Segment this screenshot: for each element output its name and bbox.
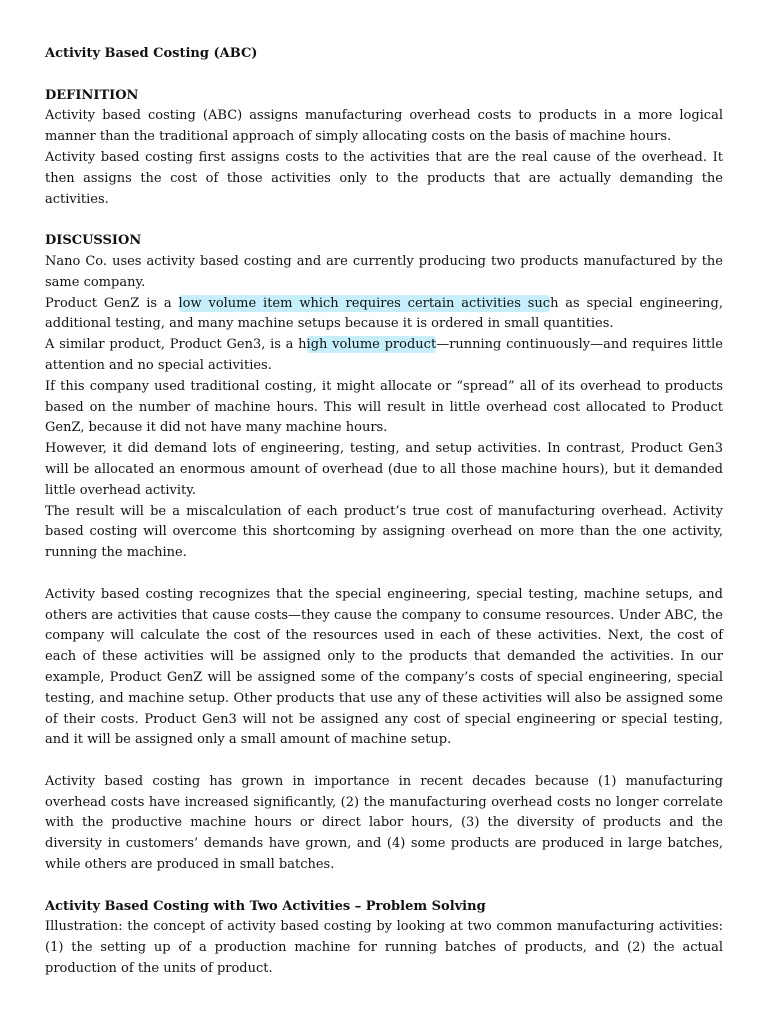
problem-solving-paragraph: Illustration: the concept of activity based costing by looking at two common manufacturing activities: (1) the setting up of a production machine for running batches of products, and (2) the actual production of the units of product. bbox=[45, 919, 723, 977]
highlighted-text: low volume item which requires certain activities suc bbox=[178, 295, 551, 311]
spacer bbox=[45, 751, 723, 772]
discussion-paragraph-5: However, it did demand lots of engineering, testing, and setup activities. In contrast, Product Gen3 will be allocated an enormous amount of overhead (due to all those machine hours), but it demanded little overhead activity. bbox=[45, 441, 723, 498]
spacer bbox=[45, 876, 723, 897]
definition-paragraph-2: Activity based costing first assigns costs to the activities that are the real cause of the overhead. It then assigns the cost of those activities only to the products that are actually demanding the activities. bbox=[45, 149, 723, 207]
spacer bbox=[45, 210, 723, 231]
definition-heading: DEFINITION bbox=[45, 87, 139, 103]
discussion-paragraph-6: The result will be a miscalculation of each product’s true cost of manufacturing overhead. Activity based costing will overcome this shortcoming by assigning overhead on more than the one activity, running the machine. bbox=[45, 503, 723, 561]
discussion-paragraph-3 bbox=[45, 335, 723, 377]
document-page bbox=[45, 44, 723, 980]
text-run: A similar product, Product Gen3, is a h bbox=[45, 337, 307, 353]
highlighted-text: igh volume product bbox=[306, 337, 437, 353]
text-run: Product GenZ is a bbox=[45, 295, 179, 311]
spacer bbox=[45, 564, 723, 585]
discussion-paragraph-7: Activity based costing recognizes that the special engineering, special testing, machine setups, and others are activities that cause costs—they cause the company to consume resources. Under ABC, the company will calculate the cost of the resources used in each of these activities. Next, the cost of each of these activities will be assigned only to the products that demanded the activities. In our example, Product GenZ will be assigned some of the company’s costs of special engineering, special testing, and machine setup. Other products that use any of these activities will also be assigned some of their costs. Product Gen3 will not be assigned any cost of special engineering or special testing, and it will be assigned only a small amount of machine setup. bbox=[45, 586, 723, 748]
document-title: Activity Based Costing (ABC) bbox=[45, 46, 258, 61]
discussion-paragraph-2 bbox=[45, 294, 723, 336]
text-run: h as special engineering, additional testing, and many machine setups because it is ordered in small quantities. bbox=[45, 295, 723, 332]
problem-solving-heading: Activity Based Costing with Two Activities – Problem Solving bbox=[45, 898, 486, 914]
text-run: —running continuously—and requires little attention and no special activities. bbox=[45, 337, 723, 373]
definition-paragraph-1: Activity based costing (ABC) assigns manufacturing overhead costs to products in a more logical manner than the traditional approach of simply allocating costs on the basis of machine hours. bbox=[45, 108, 723, 145]
discussion-heading: DISCUSSION bbox=[45, 233, 142, 249]
discussion-paragraph-8: Activity based costing has grown in importance in recent decades because (1) manufacturing overhead costs have increased significantly, (2) the manufacturing overhead costs no longer correlate with the productive machine hours or direct labor hours, (3) the diversity of products and the diversity in customers’ demands have grown, and (4) some products are produced in large batches, while others are produced in small batches. bbox=[45, 773, 723, 873]
discussion-paragraph-1: Nano Co. uses activity based costing and are currently producing two products manufactured by the same company. bbox=[45, 253, 723, 290]
discussion-paragraph-4: If this company used traditional costing, it might allocate or “spread” all of its overhead to products based on the number of machine hours. This will result in little overhead cost allocated to Product GenZ, because it did not have many machine hours. bbox=[45, 378, 723, 436]
